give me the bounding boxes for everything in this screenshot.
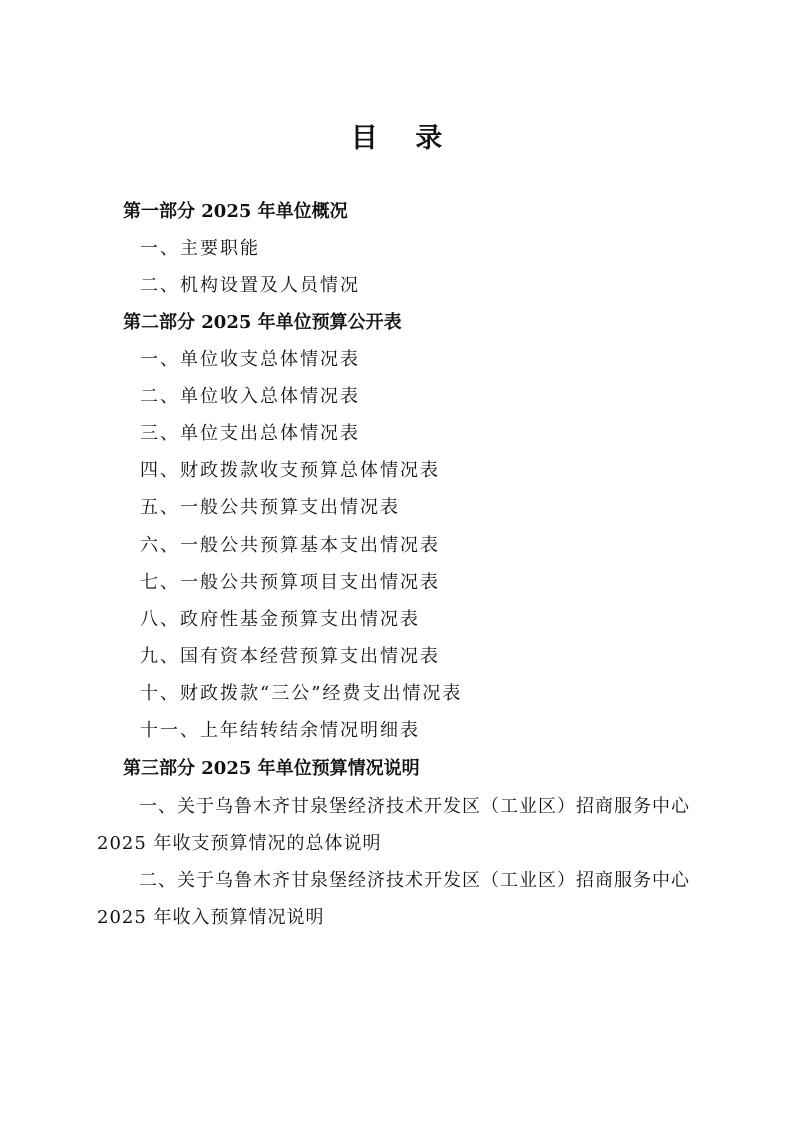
part-heading-1: 第一部分 2025 年单位概况 bbox=[123, 201, 348, 222]
toc-item: 二、单位收入总体情况表 bbox=[140, 386, 360, 407]
toc-item: 十一、上年结转结余情况明细表 bbox=[140, 720, 420, 741]
toc-title: 目 录 bbox=[350, 123, 457, 154]
toc-paragraph: 二、关于乌鲁木齐甘泉堡经济技术开发区（工业区）招商服务中心 2025 年收入预算情况说明 bbox=[97, 870, 690, 928]
part-heading-2: 第二部分 2025 年单位预算公开表 bbox=[123, 312, 402, 333]
toc-item: 一、单位收支总体情况表 bbox=[140, 349, 360, 370]
toc-item: 八、政府性基金预算支出情况表 bbox=[140, 609, 420, 630]
toc-item: 一、主要职能 bbox=[140, 238, 260, 259]
toc-item: 三、单位支出总体情况表 bbox=[140, 423, 360, 444]
toc-item: 七、一般公共预算项目支出情况表 bbox=[140, 572, 440, 593]
part-heading-3: 第三部分 2025 年单位预算情况说明 bbox=[123, 758, 420, 779]
toc-item: 六、一般公共预算基本支出情况表 bbox=[140, 535, 440, 556]
toc-item: 九、国有资本经营预算支出情况表 bbox=[140, 646, 440, 667]
toc-item: 四、财政拨款收支预算总体情况表 bbox=[140, 460, 440, 481]
toc-paragraph: 一、关于乌鲁木齐甘泉堡经济技术开发区（工业区）招商服务中心 2025 年收支预算情况的总体说明 bbox=[97, 796, 690, 854]
toc-item: 十、财政拨款“三公”经费支出情况表 bbox=[140, 683, 463, 704]
toc-item: 五、一般公共预算支出情况表 bbox=[140, 497, 400, 518]
toc-item: 二、机构设置及人员情况 bbox=[140, 275, 360, 296]
